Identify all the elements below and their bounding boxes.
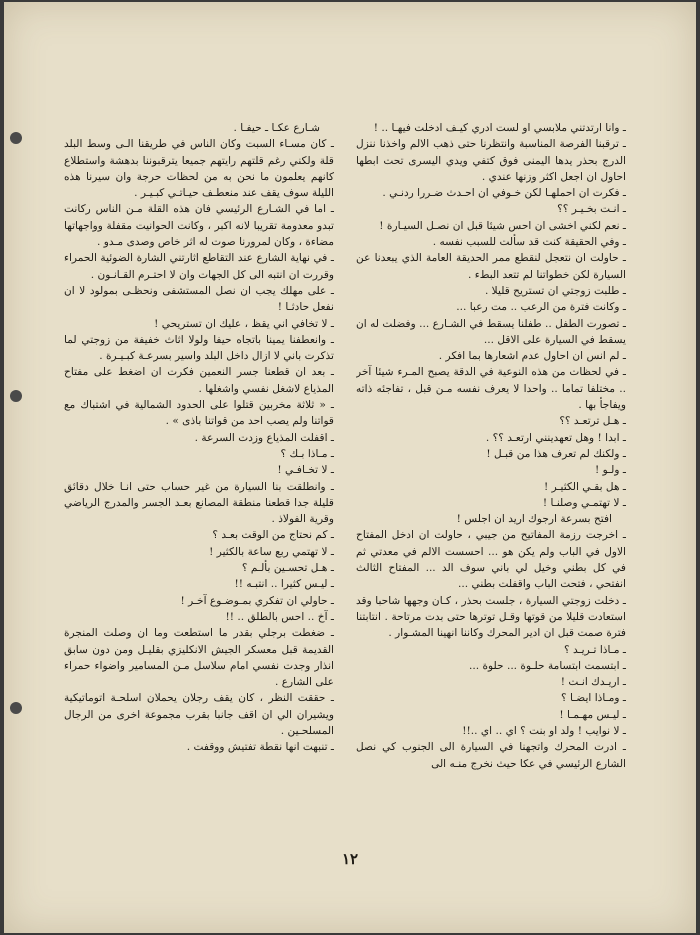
paragraph: ـ ليـس مهـمـا ! [559, 708, 626, 721]
paragraph: ـ هـل ترتعـد ؟؟ [559, 415, 626, 428]
paragraph: ـ اخرجت رزمة المفاتيح من جيبي ، حاولت ان ادخل المفتاح الاول في الباب ولم يكن هو ... احسست الالم في معدتي ثم في كل بطني وخيل لي باني سوف الد ... المفتاح الثالث انفتحي ، فتحت الباب واقفلت بطني ... [356, 529, 626, 591]
paragraph: ـ كم نحتاج من الوقت بعـد ؟ [212, 529, 334, 542]
paragraph: ـ وانا ارتدتني ملابسي او لست ادري كيـف ادخلت فيهـا .. ! [373, 122, 626, 134]
paragraph: ـ ترقبنا الفرصة المناسبة وانتظرنا حتى ذهب الالم واخذنا ننزل الدرج بحذر يدها اليمنى فوق كتفي ويدي اليسرى تحت ابطها احاول ان اجعل اكثر وزنها عندي . [356, 138, 626, 183]
paragraph: ـ مـاذا بـك ؟ [280, 447, 334, 460]
paragraph: ـ وفي الحقيقة كنت قد سألت للسبب نفسه . [432, 236, 626, 249]
paragraph: ـ ابدا ! وهل تعهدينني ارتعـد ؟؟ . [485, 431, 626, 444]
paragraph: ـ اقفلت المذياع وزدت السرعة . [194, 431, 334, 444]
paragraph: ـ ابتسمت ابتسامة حلـوة ... حلوة ... [469, 659, 626, 672]
paragraph: شـارع عكـا ـ حيفـا . [233, 122, 320, 134]
paragraph: ـ مـاذا تـريـد ؟ [563, 643, 626, 656]
paragraph: ـ نعم لكني اخشى ان احس شيئا قبل ان نصـل السيـارة ! [379, 219, 626, 232]
paragraph: ـ اما في الشـارع الرئيسي فان هذه القلة مـن الناس ركانت تبدو معدومة تقريبا لانه اكبر ، وكانت الحوانيت مقفلة وواجهاتها مضاءة ، وكان لمرورنا صوت له اثر خاص وصدى مـدو . [64, 203, 334, 249]
punch-hole-top [10, 132, 22, 144]
paragraph: ـ لا نوايب ! ولد او بنت ؟ اي .. اي ..!! [462, 724, 626, 737]
paragraph: ـ لا تخافي اني يقظ ، عليك ان تستريحي ! [154, 317, 334, 330]
paragraph: ـ وانعطفنا يمينا باتجاه حيفا ولولا اثاث خفيفة من زوجتي لما تذكرت باني لا ازال داخل البلد واسير بسرعـة كبـيـرة . [64, 333, 334, 363]
paragraph: ـ تصورت الطفل .. طفلنا يسقط في الشـارع ... وفضلت له ان يسقط في السيارة على الاقل ... [356, 317, 626, 346]
paragraph: ـ حاولت ان نتعجل لنقطع ممر الحديقة العامة الذي يبعدنا عن السيارة لكن خطواتنا لم تتعد البطء . [356, 252, 626, 281]
paragraph: ـ انـت بخـيـر ؟؟ [557, 203, 626, 216]
paragraph: ـ « ثلاثة مخربين قتلوا على الحدود الشمالية في اشتباك مع قواتنا ولم يصب احد من قواتنا باذى » . [64, 399, 334, 428]
paragraph: ـ حققت النظر ، كان يقف رجلان يحملان اسلحـة اتوماتيكية ويشيران الي ان اقف جانبا بقرب مجموعة اخرى من الرجال المسلحـين . [64, 692, 334, 737]
paragraph: ـ تنبهت انها نقطة تفتيش ووقفت . [186, 741, 334, 754]
page-number: ١٢ [341, 850, 359, 868]
paragraph: ـ دخلت زوجتي السيارة ، جلست بحذر ، كـان وجهها شاحبا وقد استعادت قليلا من قوتها وقـل توترها حتى بدت مرتاحة . انتابتنا فترة صمت قبل ان ادير المحرك وكاننا انهينا المشـوار . [356, 594, 626, 640]
paragraph: افتح بسرعة ارجوك اريد ان اجلس ! [456, 513, 612, 526]
paragraph: ـ بعد ان قطعنا جسر النعمين فكرت ان اضغط على مفتاح المذياع لاشغل نفسي واشغلها . [64, 366, 334, 395]
page-sheet [4, 2, 696, 933]
paragraph: ـ فكرت ان احملهـا لكن خـوفي ان احـدث ضـررا ردنـي . [382, 187, 626, 200]
paragraph: ـ لم انس ان احاول عدم اشعارها بما افكر . [438, 350, 626, 363]
paragraph: ـ وانطلقت بنا السيارة من غير حساب حتى انـا خلال دقائق قليلة جدا قطعنا منطقة المصانع بعـد الجسر والمدرج الرياضي وقرية الفولاذ . [64, 480, 334, 526]
paragraph: ـ طلبت زوجتي ان تستريح قليلا . [484, 284, 626, 297]
paragraph: ـ آخ .. احس بالطلق .. !! [225, 610, 334, 623]
paragraph: ـ هـل تحسـين بألـم ؟ [241, 562, 334, 575]
paragraph: ـ في لحظات من هذه النوعية في الدقة يصبح المـرء شيئا آخر .. مختلفا تماما .. واحدا لا يعرف نفسه مـن قبل ، تفاجئه ذاته ويفاجأ بها . [356, 366, 626, 412]
right-column [356, 120, 626, 850]
punch-hole-middle [10, 390, 22, 402]
left-column [64, 120, 334, 850]
paragraph: ـ لا تخـافـي ! [277, 464, 334, 477]
paragraph: ـ ولكنك لم تعرف هذا من قبـل ! [486, 447, 626, 460]
paragraph: ـ لا تهتمـي وصلنـا ! [542, 496, 626, 509]
paragraph: ـ ادرت المحرك واتجهنا في السيارة الى الجنوب كي نصل الشارع الرئيسي في عكا حيث نخرج منـه الى [356, 741, 626, 770]
paragraph: ـ ولـو ! [594, 464, 626, 477]
text-columns [64, 120, 626, 850]
paragraph: ـ كان مسـاء السبت وكان الناس في طريقنا الـى وسط البلد قلة ولكني رغم قلتهم رايتهم جميعا يترقبوننا بدهشة واستطلاع كانهم يعلمون ما نحن به من لحظات حرجة وان سيرنا هذه الليلة سوف يقف عند منعطـف حيـاتـي كبـيـر . [64, 138, 334, 200]
paragraph: ـ لا تهتمي ربع ساعة بالكثير ! [209, 545, 334, 558]
punch-hole-bottom [10, 702, 22, 714]
paragraph: ـ على مهلك يجب ان نصل المستشفى ونحظـى بمولود لا ان نفعل حادثـا ! [64, 284, 334, 314]
paragraph: ـ حاولي ان تفكري بمـوضـوع آخـر ! [180, 594, 334, 607]
paragraph: ـ هل بقـي الكثيـر ! [543, 480, 626, 493]
paragraph: ـ وكانت فترة من الرعب .. مت رعبا ... [456, 301, 626, 314]
paragraph: ـ ضغطت برجلي بقدر ما استطعت وما ان وصلت المنجرة القديمة قبل معسكر الجيش الانكليزي بقليـل ومن دون سابق انذار وجدت نفسي امام سلاسل مـن المسامير واضواء حمراء على الشارع . [64, 627, 334, 689]
paragraph: ـ ليـس كثيرا .. انتبـه !! [234, 578, 334, 591]
paragraph: ـ اريـدك انـت ! [560, 676, 626, 689]
paragraph: ـ في نهاية الشارع عند التقاطع اثارتني الشارة الضوئية الحمراء وقررت ان انتبه الى كل الجهات وان لا احتـرم القـانـون . [64, 252, 334, 281]
paragraph: ـ ومـاذا ايضـا ؟ [560, 692, 626, 705]
